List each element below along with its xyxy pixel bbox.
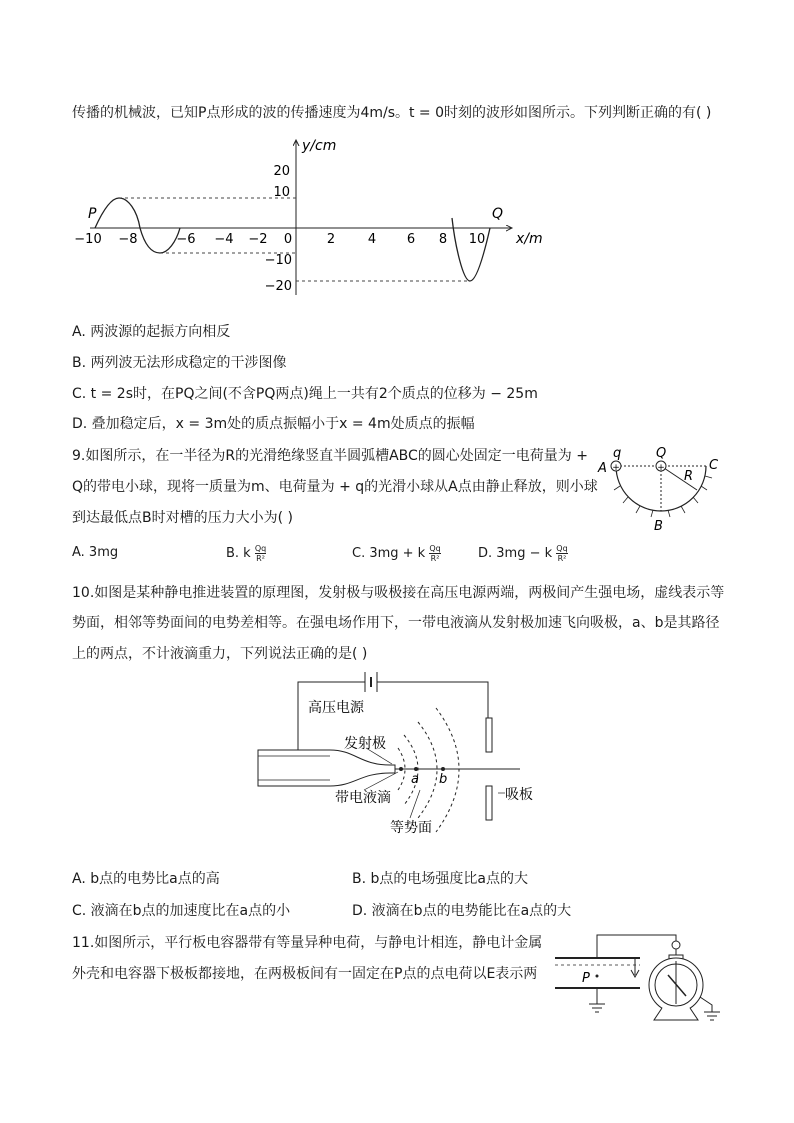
point-p-label: P [88,206,97,222]
q10-line1: 10.如图是某种静电推进装置的原理图，发射极与吸极接在高压电源两端，两极间产生强电场，虚线表示等 [72,585,725,601]
label-small-q: q [613,446,622,461]
label-a: A [598,461,607,476]
q9-line3: 到达最低点B时对槽的压力大小为( ) [72,510,293,526]
y-axis-label: y/cm [302,138,337,154]
q8-stem: 传播的机械波，已知P点形成的波的传播速度为4m/s。t = 0时刻的波形如图所示。下列判断正确的有( ) [72,105,712,121]
q11-line1: 11.如图所示，平行板电容器带有等量异种电荷，与静电计相连，静电计金属 [72,935,543,951]
x-axis-label: x/m [516,231,543,247]
label-c: C [709,458,719,473]
electrostatic-thruster-figure [0,670,794,850]
label-big-q: Q [656,446,667,461]
y-tick: 20 [273,164,290,179]
point-b-label: b [439,772,448,787]
equipotential-label: 等势面 [390,820,432,836]
label-r: R [684,469,694,484]
absorber-label: 吸板 [505,787,533,803]
x-tick: 6 [406,232,416,247]
q10-option-b[interactable]: B. b点的电场强度比a点的大 [352,871,528,887]
x-tick: −2 [248,232,268,247]
q10-option-c[interactable]: C. 液滴在b点的加速度比在a点的小 [72,903,291,919]
x-tick: 0 [283,232,293,247]
x-tick: −10 [74,232,102,247]
q9-option-d[interactable]: D. 3mg − k $\frac{Qq}{\text{R²}}$ [478,544,568,563]
x-tick: 8 [438,232,448,247]
q8-option-d[interactable]: D. 叠加稳定后，x = 3m处的质点振幅小于x = 4m处质点的振幅 [72,416,475,432]
x-tick: −4 [214,232,234,247]
power-label: 高压电源 [308,700,364,716]
q8-option-c[interactable]: C. t = 2s时，在PQ之间(不含PQ两点)绳上一共有2个质点的位移为 − 25m [72,386,538,402]
q9-line2: Q的带电小球，现将一质量为m、电荷量为 + q的光滑小球从A点由静止释放，则小球 [72,479,598,495]
q10-line3: 上的两点，不计液滴重力，下列说法正确的是( ) [72,646,368,662]
emitter-label: 发射极 [344,736,386,752]
q11-line2: 外壳和电容器下极板都接地，在两极板间有一固定在P点的点电荷以E表示两 [72,966,538,982]
q10-option-d[interactable]: D. 液滴在b点的电势能比在a点的大 [352,903,572,919]
q8-option-b[interactable]: B. 两列波无法形成稳定的干涉图像 [72,355,287,371]
label-b: B [654,519,663,534]
q9-option-b[interactable]: B. k $\frac{Qq}{\text{R²}}$ [226,544,267,563]
q10-line2: 势面，相邻等势面间的电势差相等。在强电场作用下，一带电液滴从发射极加速飞向吸极，a、b是其路径 [72,615,720,631]
svg-text:+: + [612,463,620,473]
q9-line1: 9.如图所示，在一半径为R的光滑绝缘竖直半圆弧槽ABC的圆心处固定一电荷量为 + [72,448,588,464]
point-q-label: Q [492,206,504,222]
x-tick: 4 [367,232,377,247]
y-tick: −20 [264,279,292,294]
q9-option-a[interactable]: A. 3mg [72,545,119,560]
capacitor-electroscope-figure [0,925,794,1025]
semicircle-groove-figure [0,446,794,536]
droplet-label: 带电液滴 [335,790,391,806]
x-tick: 10 [468,232,486,247]
q8-option-a[interactable]: A. 两波源的起振方向相反 [72,324,231,340]
q10-option-a[interactable]: A. b点的电势比a点的高 [72,871,220,887]
wave-q [452,218,490,281]
point-p-label: P [582,971,590,986]
y-tick: −10 [264,253,292,268]
point-a-label: a [411,772,419,787]
x-tick: −8 [118,232,138,247]
svg-text:+: + [657,463,665,473]
q9-option-c[interactable]: C. 3mg + k $\frac{Qq}{\text{R²}}$ [352,544,441,563]
y-tick: 10 [273,185,290,200]
x-tick: 2 [326,232,336,247]
x-tick: −6 [176,232,196,247]
